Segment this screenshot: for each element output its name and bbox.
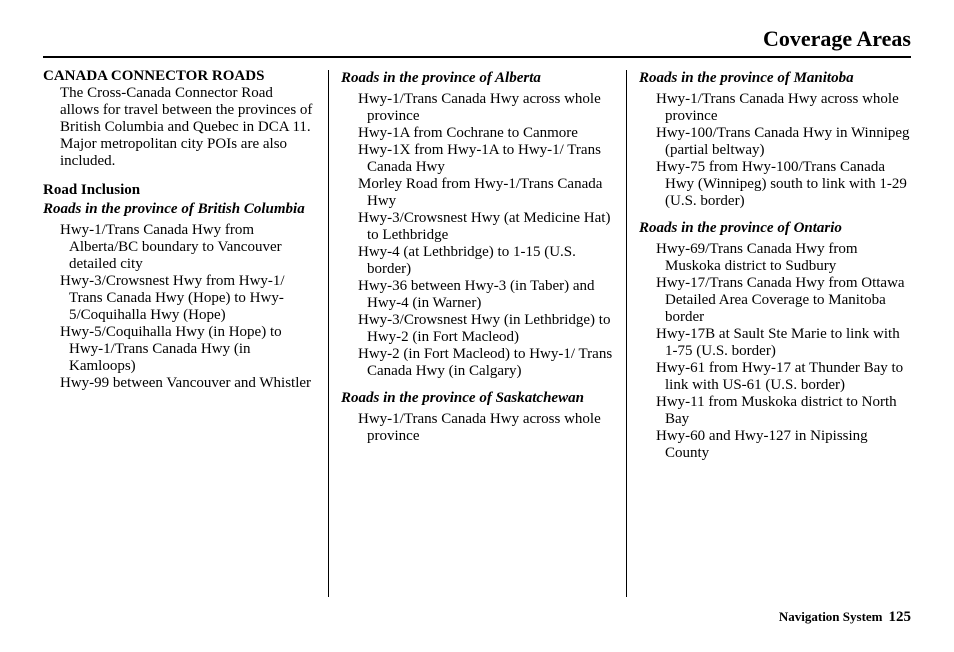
saskatchewan-road-list (341, 411, 619, 445)
page-footer (779, 609, 911, 626)
list-item: Hwy-3/Crowsnest Hwy (at Medicine Hat) to Lethbridge (358, 210, 611, 243)
page-title: Coverage Areas (762, 26, 911, 51)
list-item: Hwy-3/Crowsnest Hwy from Hwy-1/ Trans Canada Hwy (Hope) to Hwy-5/Coquihalla Hwy (Hope) (60, 273, 285, 323)
list-item: Morley Road from Hwy-1/Trans Canada Hwy (358, 176, 603, 209)
list-item: Hwy-17/Trans Canada Hwy from Ottawa Detailed Area Coverage to Manitoba border (656, 275, 905, 325)
title-rule (43, 56, 911, 58)
alberta-heading: Roads in the province of Alberta (341, 70, 541, 86)
ontario-heading: Roads in the province of Ontario (639, 220, 842, 236)
list-item: Hwy-1A from Cochrane to Canmore (358, 125, 578, 141)
footer-section-name: Navigation System (778, 609, 883, 624)
page-number: 125 (888, 609, 911, 625)
list-item: Hwy-36 between Hwy-3 (in Taber) and Hwy-4 (in Warner) (358, 278, 595, 311)
list-item: Hwy-1/Trans Canada Hwy from Alberta/BC boundary to Vancouver detailed city (60, 222, 282, 272)
list-item: Hwy-1/Trans Canada Hwy across whole province (358, 411, 601, 444)
list-item: Hwy-61 from Hwy-17 at Thunder Bay to link with US-61 (U.S. border) (656, 360, 904, 393)
list-item: Hwy-69/Trans Canada Hwy from Muskoka district to Sudbury (656, 241, 858, 274)
list-item: Hwy-75 from Hwy-100/Trans Canada Hwy (Winnipeg) south to link with 1-29 (U.S. border) (656, 159, 907, 209)
list-item: Hwy-99 between Vancouver and Whistler (60, 375, 312, 391)
list-item: Hwy-11 from Muskoka district to North Bay (656, 394, 897, 427)
manitoba-road-list (639, 91, 911, 210)
alberta-road-list (341, 91, 619, 380)
list-item: Hwy-2 (in Fort Macleod) to Hwy-1/ Trans Canada Hwy (in Calgary) (358, 346, 613, 379)
column-divider (328, 70, 329, 597)
column-2 (341, 68, 619, 453)
list-item: Hwy-4 (at Lethbridge) to 1-15 (U.S. border) (358, 244, 576, 277)
column-divider (626, 70, 627, 597)
list-item: Hwy-1/Trans Canada Hwy across whole province (656, 91, 899, 124)
list-item: Hwy-60 and Hwy-127 in Nipissing County (656, 428, 868, 461)
saskatchewan-heading: Roads in the province of Saskatchewan (341, 390, 584, 406)
list-item: Hwy-17B at Sault Ste Marie to link with 1-75 (U.S. border) (656, 326, 900, 359)
manitoba-heading: Roads in the province of Manitoba (639, 70, 854, 86)
list-item: Hwy-1X from Hwy-1A to Hwy-1/ Trans Canada Hwy (358, 142, 601, 175)
list-item: Hwy-3/Crowsnest Hwy (in Lethbridge) to Hwy-2 (in Fort Macleod) (358, 312, 611, 345)
bc-road-list (43, 222, 315, 392)
list-item: Hwy-100/Trans Canada Hwy in Winnipeg (partial beltway) (656, 125, 910, 158)
column-3 (639, 68, 911, 470)
section-heading-canada-connector: CANADA CONNECTOR ROADS (43, 68, 265, 84)
list-item: Hwy-1/Trans Canada Hwy across whole province (358, 91, 601, 124)
road-inclusion-heading: Road Inclusion (43, 182, 141, 198)
bc-heading: Roads in the province of British Columbia (43, 201, 305, 217)
list-item: Hwy-5/Coquihalla Hwy (in Hope) to Hwy-1/Trans Canada Hwy (in Kamloops) (60, 324, 282, 374)
intro-paragraph: The Cross-Canada Connector Road allows for travel between the provinces of British Columbia and Quebec in DCA 11. Major metropolitan city POIs are also included. (60, 85, 313, 169)
ontario-road-list (639, 241, 911, 462)
column-1 (43, 68, 315, 400)
